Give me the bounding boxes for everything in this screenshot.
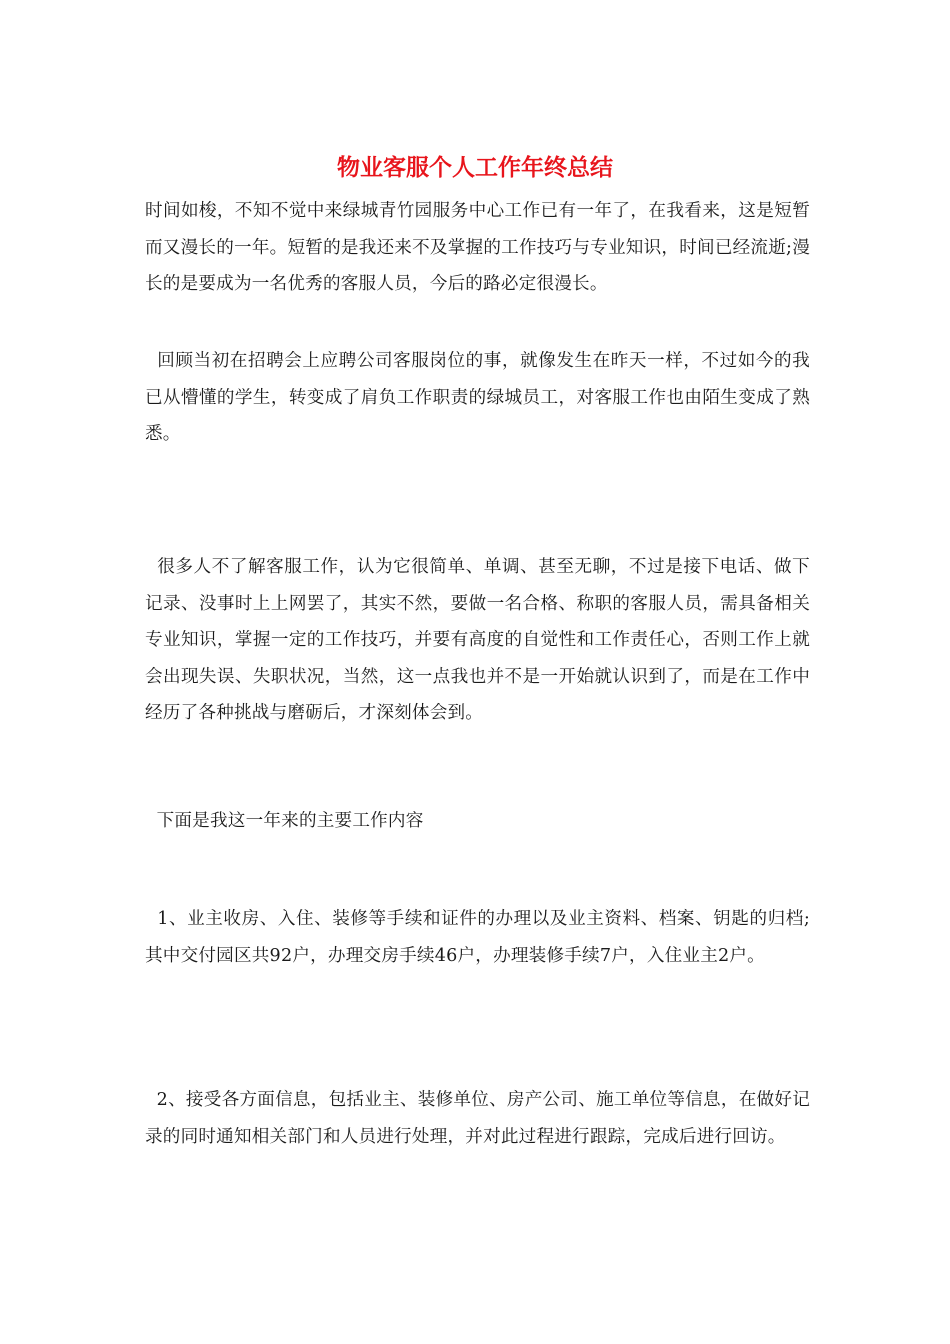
paragraph-work-heading: 下面是我这一年来的主要工作内容 <box>145 811 424 831</box>
paragraph-review: 回顾当初在招聘会上应聘公司客服岗位的事，就像发生在昨天一样，不过如今的我已从懵懂的学生，转变成了肩负工作职责的绿城员工，对客服工作也由陌生变成了熟悉。 <box>145 351 810 444</box>
paragraph-intro: 时间如梭，不知不觉中来绿城青竹园服务中心工作已有一年了，在我看来，这是短暂而又漫长的一年。短暂的是我还来不及掌握的工作技巧与专业知识，时间已经流逝;漫长的是要成为一名优秀的客服人员，今后的路必定很漫长。 <box>145 201 810 294</box>
paragraph-item-1: 1、业主收房、入住、装修等手续和证件的办理以及业主资料、档案、钥匙的归档;其中交付园区共92户，办理交房手续46户，办理装修手续7户，入住业主2户。 <box>145 909 810 966</box>
paragraph-item-2: 2、接受各方面信息，包括业主、装修单位、房产公司、施工单位等信息，在做好记录的同时通知相关部门和人员进行处理，并对此过程进行跟踪，完成后进行回访。 <box>145 1090 810 1147</box>
document-title: 物业客服个人工作年终总结 <box>337 154 613 181</box>
paragraph-understanding: 很多人不了解客服工作，认为它很简单、单调、甚至无聊，不过是接下电话、做下记录、没事时上上网罢了，其实不然，要做一名合格、称职的客服人员，需具备相关专业知识，掌握一定的工作技巧，并要有高度的自觉性和工作责任心，否则工作上就会出现失误、失职状况，当然，这一点我也并不是一开始就认识到了，而是在工作中经历了各种挑战与磨砺后，才深刻体会到。 <box>145 557 810 723</box>
